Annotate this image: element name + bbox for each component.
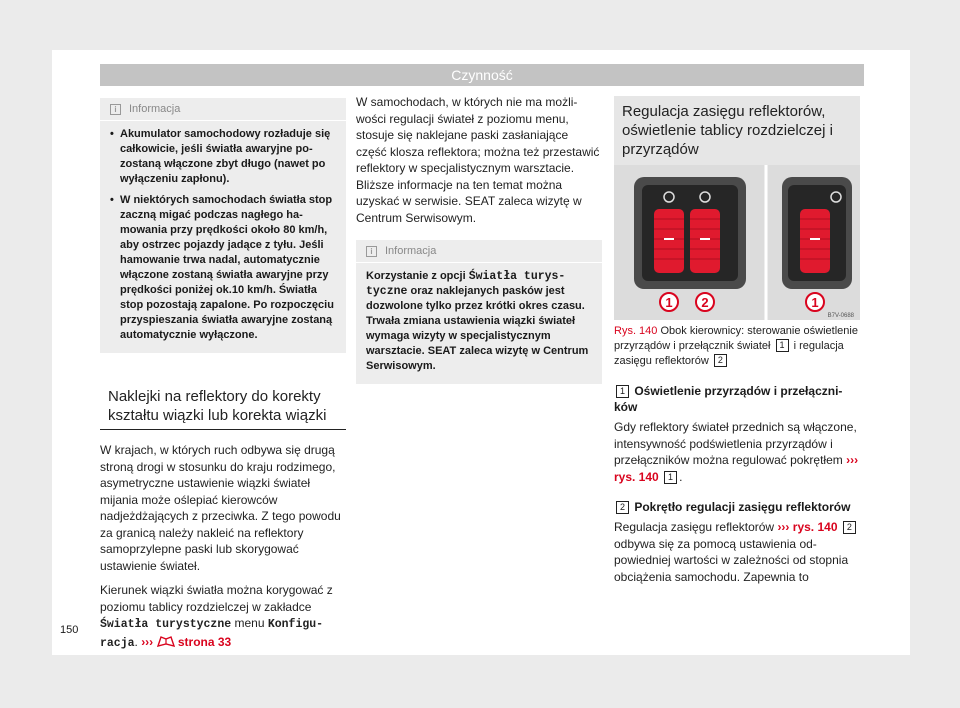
subsection-title-1: 1 Oświetlenie przyrządów i przełączników [614, 384, 843, 414]
figure-link[interactable]: rys. 140 [792, 520, 838, 534]
info-bullet: • Akumulator samochodowy rozładuje się całkowicie, jeśli światła awaryjne pozostaną włączone zbyt długo (nawet po wyłączeniu zapłonu). [110, 128, 331, 185]
figure-controls [614, 165, 860, 320]
info-icon: i [366, 246, 377, 257]
info-bullet: • W niektórych samochodach światła stop zaczną migać podczas nagłego hamowania przy prędkości około 80 km/h, aby ostrzec pojazdy jadące z tyłu. Jeśli hamowanie trwa nadal, automatycznie włączone zostaną światła awaryjne przy prędkości poniżej ok.10 km/h. Światła stop pozostają zapalone. Po rozpoczęciu przyspieszania światła awaryjne zostaną automatycznie wyłączone. [110, 194, 334, 341]
info-icon: i [110, 104, 121, 115]
info-box-title: Informacja [385, 245, 437, 257]
paragraph-menu-path: Kierunek wiązki światła można korygować z poziomu tablicy rozdzielczej w zakładce Światła turystyczne menu Konfiguracja. ››› strona 33 [100, 583, 333, 650]
callout-label-1: 1 [811, 295, 819, 310]
book-reference-icon [157, 635, 175, 648]
column-2 [356, 94, 602, 384]
figure-code: B7V-0688 [827, 313, 854, 319]
callout-label-1: 1 [665, 295, 673, 310]
figure-caption: Rys. 140 Obok kierownicy: sterowanie oświetlenie przyrządów i przełącznik świateł 1 i regulacja zasięgu reflektorów 2 [614, 325, 858, 367]
paragraph: Regulacja zasięgu reflektorów ››› rys. 140 2 odbywa się za pomocą ustawienia odpowiedniej wartości w zależności od stopnia obciążenia samochodu. Zapewnia to [614, 519, 860, 585]
page-header: Czynność [100, 64, 864, 86]
info-box-body [100, 121, 346, 353]
subsection-title-2: 2 Pokrętło regulacji zasięgu reflektorów [614, 499, 860, 515]
section-title-stickers: Naklejki na reflektory do korekty kształtu wiązki lub korekta wiązki [100, 387, 346, 430]
column-3-body [614, 324, 860, 585]
info-box-header [100, 98, 346, 121]
figure-link[interactable]: rys. 140 [614, 469, 659, 484]
callout-label-2: 2 [701, 295, 709, 310]
paragraph: Gdy reflektory świateł przednich są włączone, intensywność podświetlenia przyrządów i przełączników można regulować pokrętłem ››› rys. 140 1 . [614, 420, 859, 484]
page-number: 150 [60, 624, 79, 636]
paragraph: W samochodach, w których nie ma możliwości regulacji świateł z poziomu menu, stosuje się naklejane paski zasłaniające część klosza reflektora; można też przestawić reflektory w specjalistycznym warsztacie. Bliższe informacje na ten temat można uzyskać w serwisie. SEAT zaleca wizytę w Centrum Serwisowym. [356, 95, 600, 225]
column-3 [614, 96, 860, 166]
document-page [52, 50, 910, 655]
section-title-headlight-range: Regulacja zasięgu reflektorów, oświetlenie tablicy rozdzielczej i przyrządów [614, 96, 860, 166]
info-box-title: Informacja [129, 103, 181, 115]
info-box [356, 240, 602, 384]
info-box-header [356, 240, 602, 263]
dashboard-controls-illustration [614, 165, 860, 320]
paragraph: W krajach, w których ruch odbywa się drugą stroną drogi w stosunku do kraju rodzimego, asymetryczne ustawienie wiązki świateł mijania może oślepiać kierowców nadjeżdżających z przeciwka. Z tego powodu za granicą należy nakleić na reflektory samoprzylepne paski lub skorygować ustawienie świateł. [100, 443, 341, 573]
column-1 [100, 98, 346, 652]
page-link[interactable]: strona 33 [177, 634, 232, 649]
info-box [100, 98, 346, 353]
bullet-dot-icon: • [110, 194, 114, 206]
info-box-body: Korzystanie z opcji Światła turystyczne oraz naklejanych pasków jest dozwolone tylko przez krótki okres czasu. Trwała zmiana ustawienia wiązki świateł wymaga wizyty w specjalistycznym warsztacie. SEAT zaleca wizytę w Centrum Serwisowym. [366, 270, 589, 372]
bullet-dot-icon: • [110, 128, 114, 140]
